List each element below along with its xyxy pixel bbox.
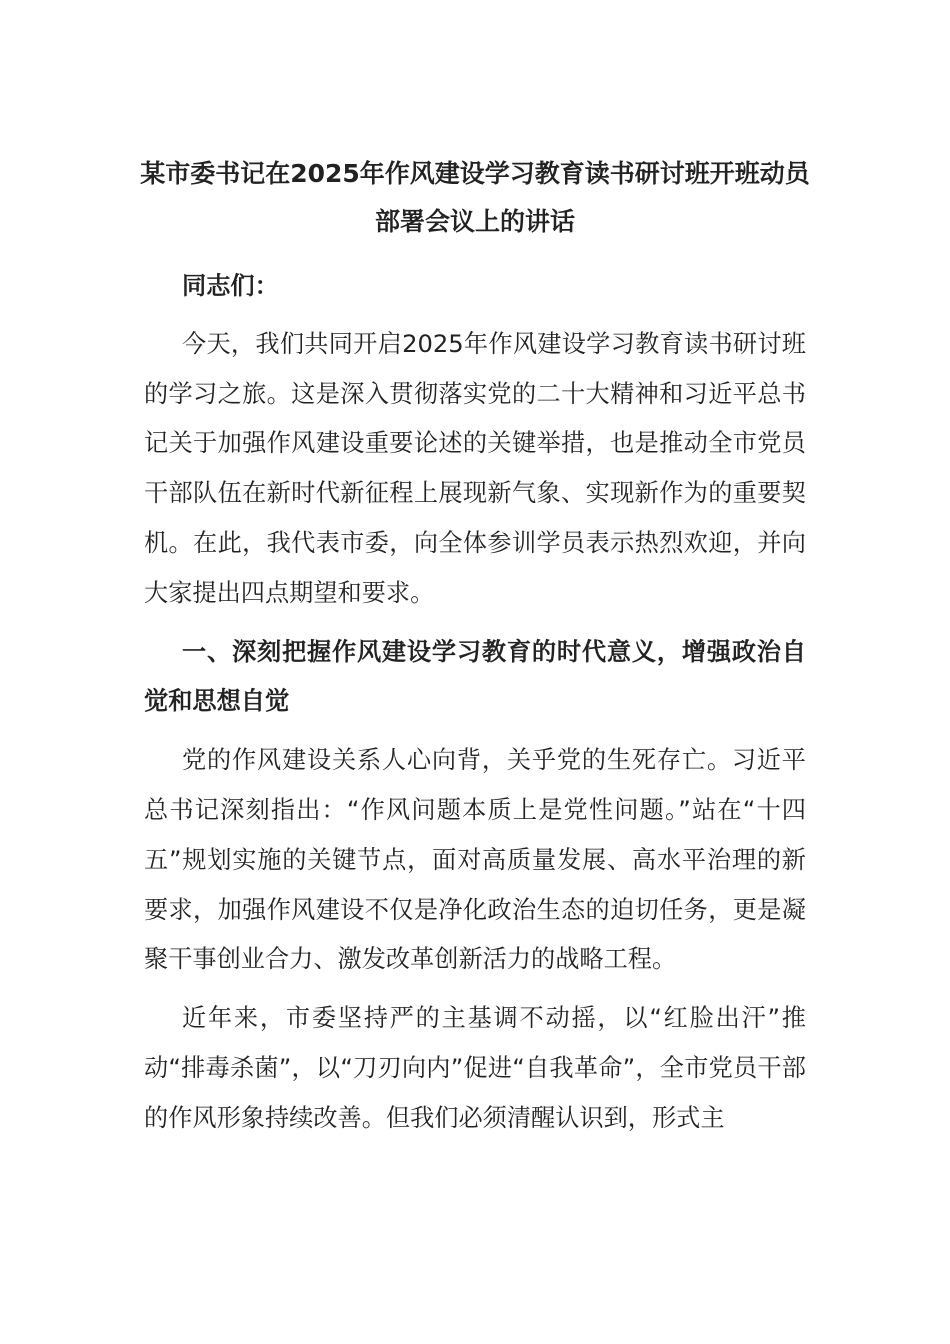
document-body — [144, 262, 806, 1153]
section-heading-1: 一、深刻把握作风建设学习教育的时代意义，增强政治自觉和思想自觉 — [144, 637, 806, 716]
paragraph-intro: 今天，我们共同开启2025年作风建设学习教育读书研讨班的学习之旅。这是深入贯彻落实党的二十大精神和习近平总书记关于加强作风建设重要论述的关键举措，也是推动全市党员干部队伍在新时代新征程上展现新气象、实现新作为的重要契机。在此，我代表市委，向全体参训学员表示热烈欢迎，并向大家提出四点期望和要求。 — [144, 329, 806, 607]
paragraph-body: 党的作风建设关系人心向背，关乎党的生死存亡。习近平总书记深刻指出：“作风问题本质上是党性问题。”站在“十四五”规划实施的关键节点，面对高质量发展、高水平治理的新要求，加强作风建设不仅是净化政治生态的迫切任务，更是凝聚干事创业合力、激发改革创新活力的战略工程。 — [144, 746, 806, 974]
paragraph-body: 近年来，市委坚持严的主基调不动摇，以“红脸出汗”推动“排毒杀菌”，以“刀刃向内”促进“自我革命”，全市党员干部的作风形象持续改善。但我们必须清醒认识到，形式主 — [144, 1004, 806, 1132]
document-title: 某市委书记在2025年作风建设学习教育读书研讨班开班动员部署会议上的讲话 — [140, 159, 810, 236]
greeting: 同志们： — [182, 272, 279, 300]
